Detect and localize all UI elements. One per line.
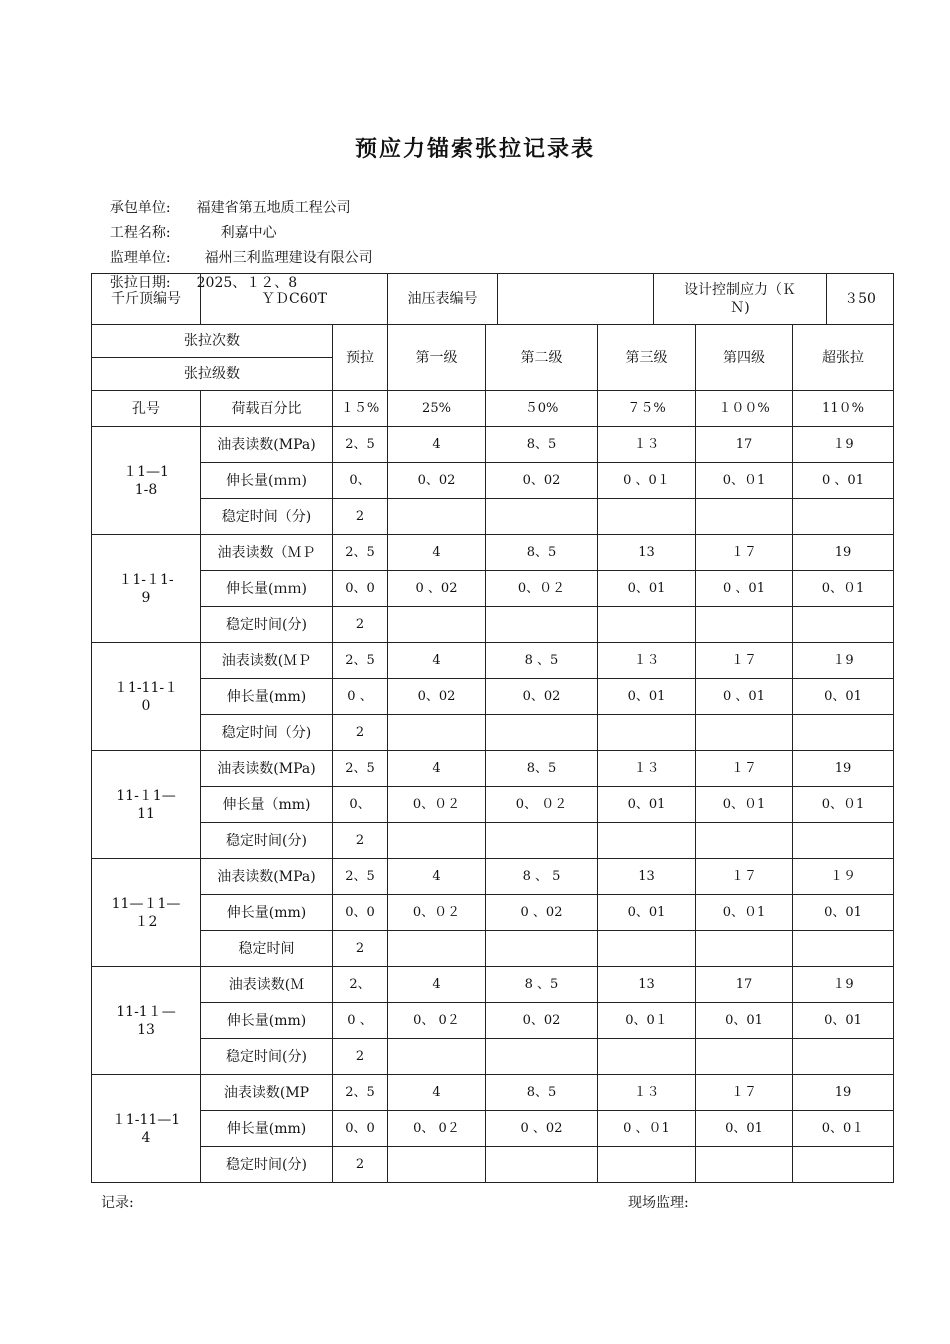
measurement-value: 0、 0２ (388, 1003, 486, 1039)
measurement-value: 2 (333, 931, 388, 967)
table-row (92, 967, 894, 1003)
percent-4: １００% (696, 391, 793, 427)
measurement-value (793, 607, 894, 643)
measurement-value: 0、01 (598, 571, 696, 607)
measurement-value: 8 、5 (486, 643, 598, 679)
measurement-value (793, 499, 894, 535)
measurement-value (598, 823, 696, 859)
document-title: 预应力锚索张拉记录表 (354, 136, 595, 162)
measurement-value: 0 、02 (388, 571, 486, 607)
measurement-value: 0、0 (333, 895, 388, 931)
percent-3: ７５% (598, 391, 696, 427)
gauge-value (498, 274, 654, 325)
measurement-value: １３ (598, 643, 696, 679)
measurement-value: １３ (598, 427, 696, 463)
project-label: 工程名称: (109, 225, 171, 241)
measurement-value: １７ (696, 751, 793, 787)
load-row (92, 391, 894, 427)
measurement-value: 8、5 (486, 535, 598, 571)
hole-number-line: １1-１1- (118, 571, 174, 588)
supervisor-line (101, 225, 373, 266)
measurement-value: 0、 0２ (388, 1111, 486, 1147)
measurement-value: 0、０２ (388, 895, 486, 931)
table-row (92, 751, 894, 787)
measurement-value: 0、02 (486, 1003, 598, 1039)
measurement-label: 稳定时间(分) (201, 607, 333, 643)
measurement-value: １７ (696, 859, 793, 895)
measurement-label: 伸长量(mm) (201, 1003, 333, 1039)
measurement-label: 伸长量（mm) (201, 787, 333, 823)
project-value: 利嘉中心 (220, 225, 277, 241)
measurement-value: 0、01 (598, 787, 696, 823)
measurement-value (793, 823, 894, 859)
measurement-value: 0 、01 (696, 571, 793, 607)
table-row (92, 1147, 894, 1183)
hole-number-line: １1-11—1 (111, 1111, 181, 1128)
hole-label: 孔号 (92, 391, 201, 427)
measurement-value: １３ (598, 1075, 696, 1111)
measurement-value (793, 931, 894, 967)
measurement-value: １７ (696, 1075, 793, 1111)
hole-number-line: 11—１1— (111, 895, 181, 912)
measurement-value: 4 (388, 1075, 486, 1111)
measurement-label: 油表读数(MPa) (201, 751, 333, 787)
percent-label: 荷载百分比 (201, 391, 333, 427)
tension-record-table (91, 273, 894, 325)
measurement-value (388, 823, 486, 859)
date-value: 2025、１２、8 (196, 275, 298, 291)
measurement-value (388, 1147, 486, 1183)
jack-value: ＹＤC60T (201, 274, 388, 325)
measurement-value: 0、02 (486, 679, 598, 715)
measurement-value: １７ (696, 643, 793, 679)
count-row (92, 325, 894, 358)
measurement-value: 8、5 (486, 751, 598, 787)
measurement-value: 0、0 (333, 1111, 388, 1147)
measurement-value: 2、 (333, 967, 388, 1003)
percent-1: 25% (388, 391, 486, 427)
percent-2: ５0% (486, 391, 598, 427)
measurement-value: 8、5 (486, 1075, 598, 1111)
measurement-value: 4 (388, 859, 486, 895)
measurement-value (696, 715, 793, 751)
measurement-value (696, 499, 793, 535)
measurement-value: 0、01 (598, 679, 696, 715)
measurement-label: 油表读数（ＭＰ (201, 535, 333, 571)
measurement-value: 0、０1 (793, 787, 894, 823)
measurement-value: 4 (388, 535, 486, 571)
jack-label: 千斤顶编号 (92, 274, 201, 325)
measurement-value (486, 607, 598, 643)
stage-0: 预拉 (333, 325, 388, 391)
hole-number-line: １2 (134, 913, 158, 930)
hole-number-line: 4 (141, 1129, 151, 1146)
measurement-value (486, 1147, 598, 1183)
design-stress-value: ３50 (827, 274, 894, 325)
measurement-value: 2 (333, 1147, 388, 1183)
measurement-label: 油表读数(ＭＰ (201, 643, 333, 679)
hole-number-line: 11 (137, 805, 155, 822)
measurement-value: 0、０1 (696, 463, 793, 499)
hole-number (92, 427, 201, 535)
table-row (92, 463, 894, 499)
measurement-value (388, 715, 486, 751)
measurement-value: 0、 (333, 463, 388, 499)
measurement-value: １9 (793, 967, 894, 1003)
contractor-label: 承包单位: (109, 200, 171, 216)
measurement-label: 油表读数(MP (201, 1075, 333, 1111)
measurement-label: 伸长量(mm) (201, 895, 333, 931)
level-label: 张拉级数 (92, 358, 333, 391)
stage-2: 第二级 (486, 325, 598, 391)
measurement-value: 0、01 (793, 895, 894, 931)
table-row (92, 859, 894, 895)
hole-number (92, 967, 201, 1075)
stage-4: 第四级 (696, 325, 793, 391)
project-line (101, 200, 277, 241)
stage-1: 第一级 (388, 325, 486, 391)
measurement-value: 2、5 (333, 1075, 388, 1111)
design-stress-label-line2: Ｎ) (730, 300, 750, 316)
hole-number-line: 11-１1— (116, 787, 176, 804)
stage-3: 第三级 (598, 325, 696, 391)
hole-number (92, 751, 201, 859)
date-line (101, 250, 298, 291)
measurement-value: １９ (793, 859, 894, 895)
measurement-value: 0 、 (333, 679, 388, 715)
hole-number (92, 535, 201, 643)
measurement-value: 0、01 (696, 1003, 793, 1039)
measurement-value: 0 、02 (486, 1111, 598, 1147)
measurement-value: 8 、5 (486, 967, 598, 1003)
measurement-label: 稳定时间（分) (201, 499, 333, 535)
measurement-value: 8 、 5 (486, 859, 598, 895)
measurement-value: 2 (333, 607, 388, 643)
hole-number-line: 11-1１— (116, 1003, 176, 1020)
contractor-line (101, 175, 351, 216)
measurement-value: 2、5 (333, 535, 388, 571)
table-row (92, 1003, 894, 1039)
measurement-value: 8、5 (486, 427, 598, 463)
hole-number-line: １1-11-１ (113, 679, 179, 696)
stage-5: 超张拉 (793, 325, 894, 391)
measurement-value (793, 1147, 894, 1183)
measurement-value (696, 607, 793, 643)
measurement-value (598, 607, 696, 643)
measurement-value: 17 (696, 427, 793, 463)
measurement-value: 4 (388, 643, 486, 679)
measurement-value: 0、0１ (793, 1111, 894, 1147)
measurement-value (696, 1147, 793, 1183)
measurement-value: 0 、0１ (598, 463, 696, 499)
supervisor-value: 福州三利监理建设有限公司 (204, 250, 373, 266)
measurement-value (598, 1039, 696, 1075)
hole-number-line: １1—1 (123, 463, 169, 480)
table-row (92, 1039, 894, 1075)
percent-5: 11０% (793, 391, 894, 427)
measurement-value: 0、01 (598, 895, 696, 931)
measurement-value: 2、5 (333, 427, 388, 463)
hole-number-line: 0 (141, 697, 151, 714)
measurement-value (696, 931, 793, 967)
measurement-label: 油表读数(Ｍ (201, 967, 333, 1003)
measurement-value: １9 (793, 427, 894, 463)
measurement-value (696, 823, 793, 859)
table-row (92, 895, 894, 931)
measurement-value: １７ (696, 535, 793, 571)
gauge-label: 油压表编号 (388, 274, 498, 325)
table-row (92, 679, 894, 715)
table-row (92, 643, 894, 679)
measurement-label: 伸长量(mm) (201, 679, 333, 715)
measurement-value: 13 (598, 859, 696, 895)
measurement-value: １9 (793, 643, 894, 679)
measurement-value: 2、5 (333, 751, 388, 787)
measurement-value: 17 (696, 967, 793, 1003)
table-row (92, 1111, 894, 1147)
measurement-value: 13 (598, 535, 696, 571)
measurement-value: 2 (333, 715, 388, 751)
measurement-value: 0、 (333, 787, 388, 823)
table-row (92, 1075, 894, 1111)
measurement-value: 0、01 (793, 1003, 894, 1039)
measurement-value: 2 (333, 499, 388, 535)
measurement-value: 0 、01 (696, 679, 793, 715)
stage-table (91, 324, 894, 1183)
measurement-label: 油表读数(MPa) (201, 427, 333, 463)
table-row (92, 715, 894, 751)
measurement-label: 油表读数(MPa) (201, 859, 333, 895)
measurement-label: 伸长量(ｍｍ) (201, 463, 333, 499)
hole-number-line: 9 (141, 589, 151, 606)
measurement-label: 稳定时间 (201, 931, 333, 967)
measurement-value: 2 (333, 823, 388, 859)
measurement-value: 0、０1 (793, 571, 894, 607)
measurement-value: 4 (388, 427, 486, 463)
hole-number (92, 1075, 201, 1183)
measurement-value: 0、０1 (696, 895, 793, 931)
measurement-value: 0、02 (486, 463, 598, 499)
measurement-value (598, 499, 696, 535)
recorder-label: 记录: (101, 1195, 134, 1211)
date-label: 张拉日期: (109, 275, 171, 291)
measurement-value: 0 、02 (486, 895, 598, 931)
measurement-value: 0、０２ (486, 571, 598, 607)
measurement-label: 稳定时间（分) (201, 715, 333, 751)
measurement-value (388, 499, 486, 535)
measurement-value (486, 823, 598, 859)
table-row (92, 499, 894, 535)
measurement-value (486, 931, 598, 967)
table-row (92, 607, 894, 643)
measurement-value (388, 607, 486, 643)
measurement-value: 0 、01 (793, 463, 894, 499)
measurement-value: 19 (793, 535, 894, 571)
measurement-value (696, 1039, 793, 1075)
measurement-value: 0、01 (696, 1111, 793, 1147)
table-row (92, 535, 894, 571)
measurement-value: 4 (388, 967, 486, 1003)
measurement-label: 伸长量(mm) (201, 1111, 333, 1147)
header-row (92, 274, 894, 325)
table-row (92, 787, 894, 823)
measurement-value (388, 1039, 486, 1075)
measurement-value: １３ (598, 751, 696, 787)
hole-number (92, 643, 201, 751)
measurement-value: 0 、 (333, 1003, 388, 1039)
hole-number (92, 859, 201, 967)
table-row (92, 931, 894, 967)
measurement-value: 0、０1 (696, 787, 793, 823)
measurement-label: 稳定时间(分) (201, 1147, 333, 1183)
measurement-value (486, 499, 598, 535)
hole-number-line: 1-8 (134, 481, 158, 498)
measurement-value (598, 1147, 696, 1183)
measurement-label: 稳定时间(分) (201, 823, 333, 859)
measurement-value (793, 1039, 894, 1075)
measurement-value: 19 (793, 1075, 894, 1111)
measurement-label: 伸长量(ｍｍ) (201, 571, 333, 607)
measurement-value: 0 、０1 (598, 1111, 696, 1147)
measurement-value: 13 (598, 967, 696, 1003)
measurement-value: 0、０２ (388, 787, 486, 823)
measurement-value (388, 931, 486, 967)
measurement-value (486, 1039, 598, 1075)
measurement-value: 0、0１ (598, 1003, 696, 1039)
field-supervisor-label: 现场监理: (628, 1195, 689, 1211)
supervisor-label: 监理单位: (109, 250, 171, 266)
table-row (92, 823, 894, 859)
measurement-value: 19 (793, 751, 894, 787)
measurement-value (598, 931, 696, 967)
measurement-value: 2、5 (333, 859, 388, 895)
measurement-value: 0、 ０２ (486, 787, 598, 823)
measurement-value (486, 715, 598, 751)
measurement-value (793, 715, 894, 751)
measurement-value: 4 (388, 751, 486, 787)
measurement-value (598, 715, 696, 751)
measurement-value: 2 (333, 1039, 388, 1075)
measurement-value: 0、01 (793, 679, 894, 715)
count-label: 张拉次数 (92, 325, 333, 358)
measurement-value: 0、02 (388, 463, 486, 499)
percent-0: １５% (333, 391, 388, 427)
design-stress-label-line1: 设计控制应力（Ｋ (684, 282, 796, 298)
contractor-value: 福建省第五地质工程公司 (196, 200, 351, 216)
measurement-value: 2、5 (333, 643, 388, 679)
hole-number-line: 13 (137, 1021, 155, 1038)
measurement-value: 0、0 (333, 571, 388, 607)
design-stress-label (654, 274, 827, 325)
measurement-value: 0、02 (388, 679, 486, 715)
measurement-label: 稳定时间(分) (201, 1039, 333, 1075)
table-row (92, 571, 894, 607)
table-row (92, 427, 894, 463)
